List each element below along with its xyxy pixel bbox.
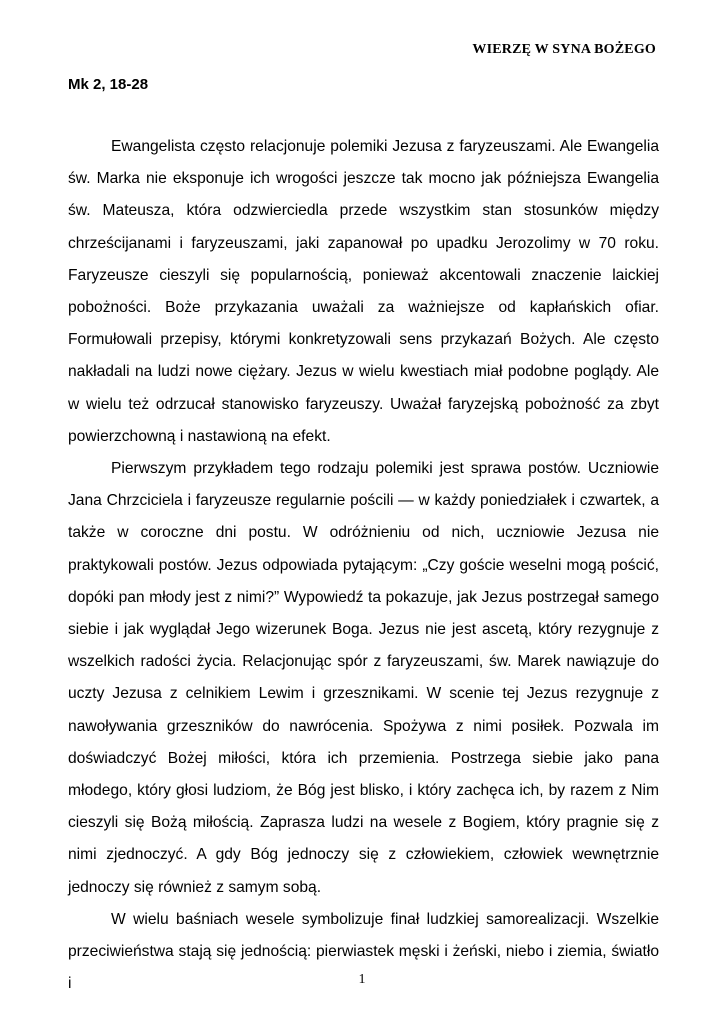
paragraph: Ewangelista często relacjonuje polemiki Jezusa z faryzeuszami. Ale Ewangelia św. Marka nie eksponuje ich wrogości jeszcze tak mocno jak późniejsza Ewangelia św. Mateusza, która odzwierciedla przede wszystkim stan stosunków między chrześcijanami i faryzeuszami, jaki zapanował po upadku Jerozolimy w 70 roku. Faryzeusze cieszyli się popularnością, ponieważ akcentowali znaczenie laickiej pobożności. Boże przykazania uważali za ważniejsze od kapłańskich ofiar. Formułowali przepisy, którymi konkretyzowali sens przykazań Bożych. Ale często nakładali na ludzi nowe ciężary. Jezus w wielu kwestiach miał podobne poglądy. Ale w wielu też odrzucał stanowisko faryzeuszy. Uważał faryzejską pobożność za zbyt powierzchowną i nastawioną na efekt.: [68, 138, 659, 445]
body-text: [68, 131, 659, 1000]
paragraph: W wielu baśniach wesele symbolizuje finał ludzkiej samorealizacji. Wszelkie przeciwieństwa stają się jednością: pierwiastek męski i żeński, niebo i ziemia, światło i: [68, 910, 659, 993]
running-header: WIERZĘ W SYNA BOŻEGO: [472, 42, 656, 57]
page-number: 1: [358, 972, 366, 987]
paragraph: Pierwszym przykładem tego rodzaju polemiki jest sprawa postów. Uczniowie Jana Chrzciciela i faryzeusze regularnie pościli — w każdy poniedziałek i czwartek, a także w coroczne dni postu. W odróżnieniu od nich, uczniowie Jezusa nie praktykowali postów. Jezus odpowiada pytającym: „Czy goście weselni mogą pościć, dopóki pan młody jest z nimi?” Wypowiedź ta pokazuje, jak Jezus postrzegał samego siebie i jak wyglądał Jego wizerunek Boga. Jezus nie jest ascetą, który rezygnuje z wszelkich radości życia. Relacjonując spór z faryzeuszami, św. Marek nawiązuje do uczty Jezusa z celnikiem Lewim i grzesznikami. W scenie tej Jezus rezygnuje z nawoływania grzeszników do nawrócenia. Spożywa z nimi posiłek. Pozwala im doświadczyć Bożej miłości, która ich przemienia. Postrzega siebie jako pana młodego, który głosi ludziom, że Bóg jest blisko, i który zachęca ich, by razem z Nim cieszyli się Bożą miłością. Zaprasza ludzi na wesele z Bogiem, który pragnie się z nimi zjednoczyć. A gdy Bóg jednoczy się z człowiekiem, człowiek wewnętrznie jednoczy się również z samym sobą.: [68, 460, 659, 896]
scripture-reference: Mk 2, 18-28: [68, 76, 149, 93]
